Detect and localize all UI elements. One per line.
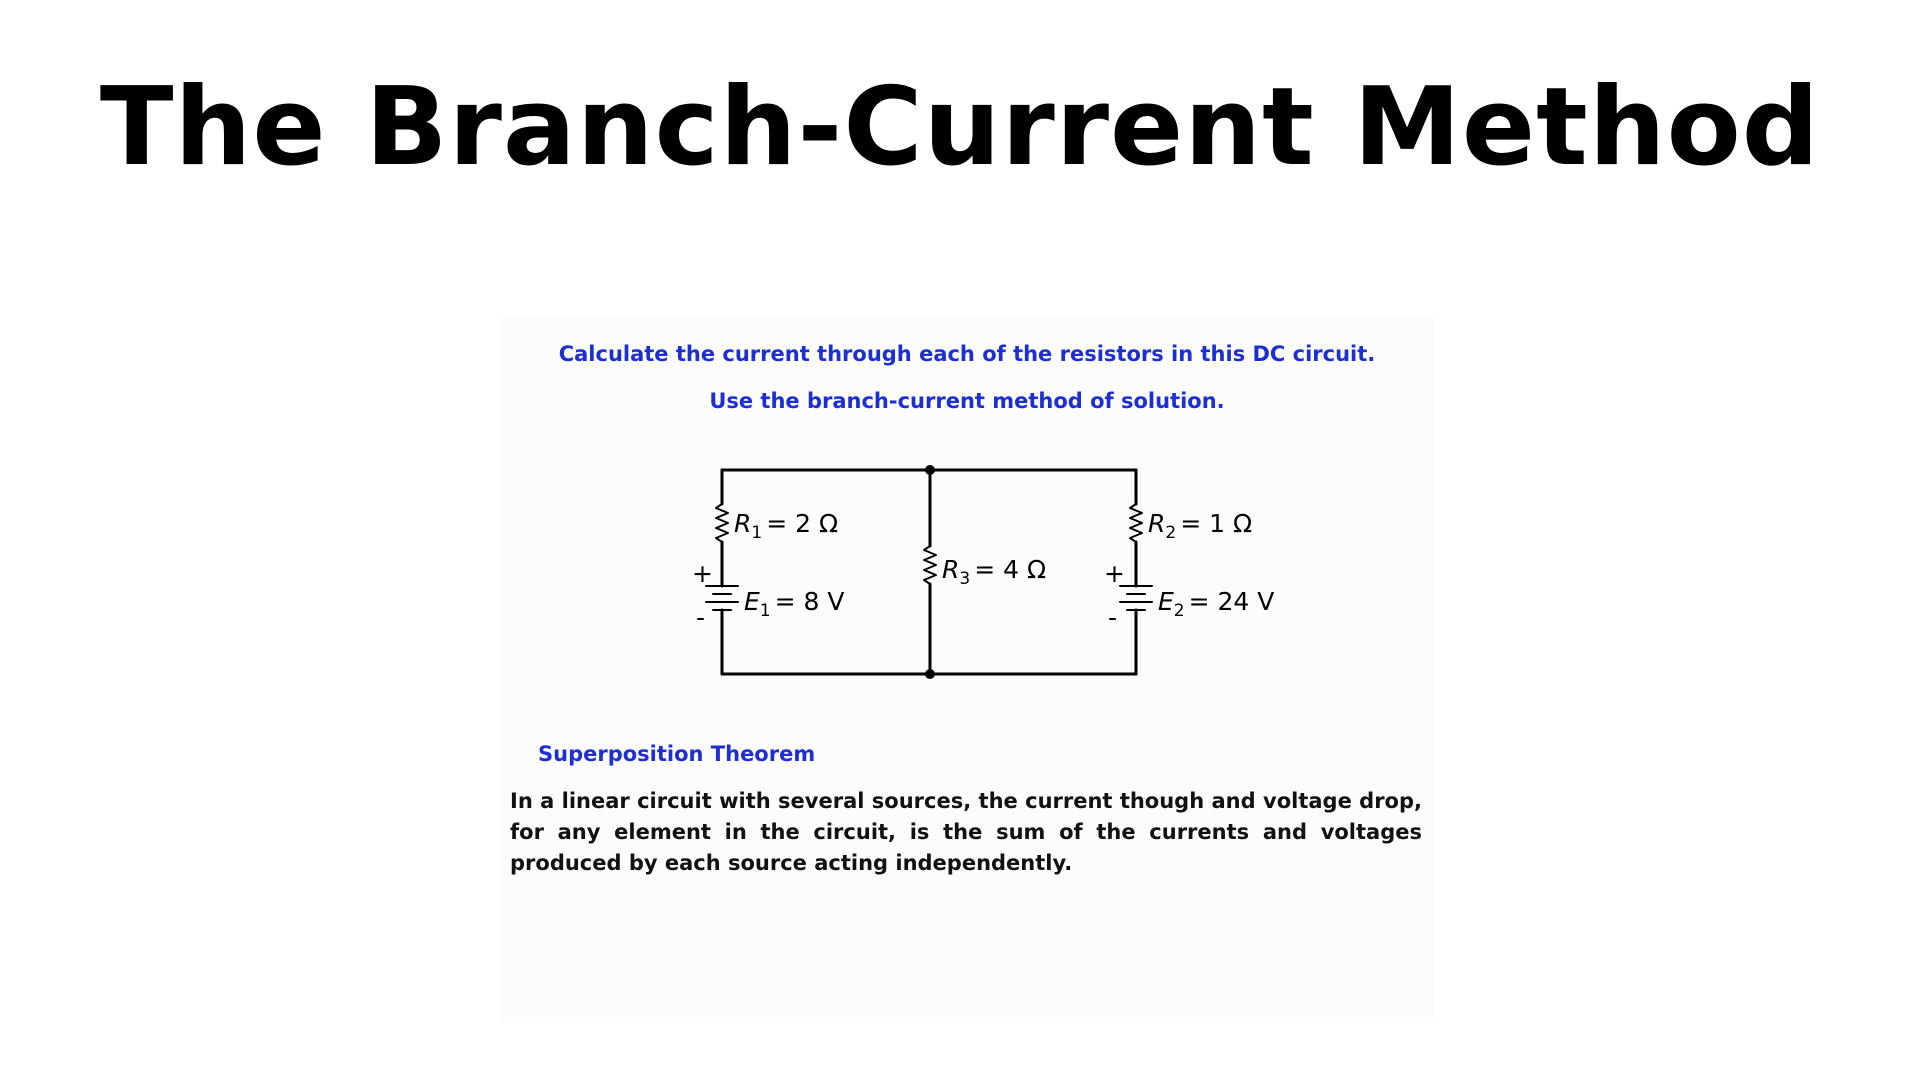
r2-label: $R_2 = 1$ Ω bbox=[1148, 509, 1253, 543]
r1-label: $R_1 = 2$ Ω bbox=[734, 509, 839, 543]
e1-plus-sign: + bbox=[692, 559, 713, 588]
r3-label: $R_3 = 4$ Ω bbox=[942, 555, 1047, 589]
problem-panel bbox=[500, 316, 1434, 1022]
e2-label: $E_2 = 24$ V bbox=[1158, 587, 1275, 621]
left-wire-lower bbox=[722, 610, 725, 674]
e1-battery bbox=[706, 586, 738, 610]
e2-battery bbox=[1120, 586, 1152, 610]
theorem-body: In a linear circuit with several sources, the current though and voltage drop, for any element in the circuit, is the sum of the currents and voltages produced by each source acting independently. bbox=[510, 789, 1422, 875]
problem-statement: Calculate the current through each of the resistors in this DC circuit. bbox=[558, 342, 1376, 366]
e2-plus-sign: + bbox=[1104, 559, 1125, 588]
theorem-heading: Superposition Theorem bbox=[538, 742, 816, 766]
slide-title: The Branch-Current Method bbox=[99, 65, 1821, 190]
circuit-diagram bbox=[500, 446, 1434, 686]
r3-resistor bbox=[924, 546, 936, 584]
junction-dot-bottom bbox=[925, 669, 935, 679]
e2-minus-sign: - bbox=[1108, 603, 1118, 632]
method-instruction: Use the branch-current method of solution. bbox=[709, 389, 1225, 413]
e1-minus-sign: - bbox=[696, 603, 706, 632]
r1-resistor bbox=[716, 504, 728, 542]
r2-resistor bbox=[1130, 504, 1142, 542]
e1-label: $E_1 = 8$ V bbox=[744, 587, 845, 621]
junction-dot-top bbox=[925, 465, 935, 475]
